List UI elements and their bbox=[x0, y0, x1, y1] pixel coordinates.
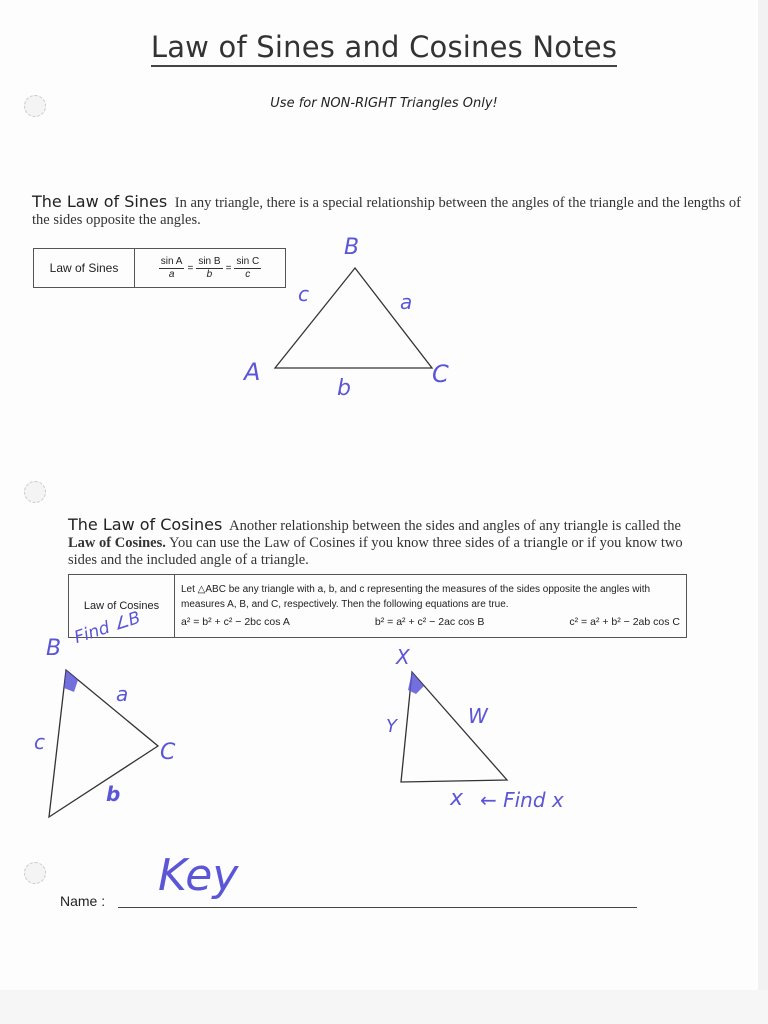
left-vertex-label-B: B bbox=[46, 636, 62, 661]
name-label: Name : bbox=[60, 893, 106, 909]
law-of-cosines-equations bbox=[181, 615, 680, 630]
side-label-x: x bbox=[450, 786, 464, 811]
vertex-label-X: X bbox=[396, 645, 410, 669]
page-title: Law of Sines and Cosines Notes bbox=[0, 30, 768, 64]
vertex-label-B: B bbox=[344, 235, 360, 260]
left-triangle-diagram bbox=[30, 650, 180, 830]
side-label-Y: Y bbox=[386, 716, 397, 737]
page-subtitle: Use for NON-RIGHT Triangles Only! bbox=[270, 96, 498, 111]
page-bottom-margin bbox=[0, 990, 768, 1024]
left-vertex-label-C: C bbox=[160, 740, 176, 765]
name-value: Key bbox=[158, 850, 239, 901]
sine-ratio-b: $\frac{\text{sin B}}{b}$ bbox=[198, 255, 221, 280]
vertex-label-C: C bbox=[432, 360, 449, 388]
law-of-cosines-content bbox=[175, 575, 687, 638]
left-side-label-a: a bbox=[116, 682, 129, 706]
punch-hole-icon bbox=[24, 862, 46, 884]
law-of-cosines-label: Law of Cosines bbox=[69, 575, 175, 638]
page-edge bbox=[758, 0, 768, 1024]
name-line[interactable] bbox=[118, 906, 637, 908]
sine-ratio-c: $\frac{\text{sin C}}{c}$ bbox=[236, 255, 260, 280]
law-of-cosines-box bbox=[68, 574, 687, 638]
punch-hole-icon bbox=[24, 95, 46, 117]
side-label-a: a bbox=[400, 290, 413, 314]
sine-ratio-a: $\frac{\text{sin A}}{a}$ bbox=[160, 255, 183, 280]
law-of-cosines-heading: The Law of Cosines bbox=[68, 515, 223, 534]
law-of-cosines-term: Law of Cosines. bbox=[68, 535, 166, 551]
left-triangle bbox=[49, 670, 158, 817]
side-label-b: b bbox=[337, 376, 351, 401]
cosine-equation-a: a² = b² + c² − 2bc cos A bbox=[181, 616, 290, 628]
find-x-note: ← Find x bbox=[480, 788, 564, 812]
law-of-sines-formula: $\frac{\text{sin A}}{a}$ = $\frac{\text{sin B}}{b}$ = $\frac{\text{sin C}}{c}$ bbox=[135, 249, 286, 288]
cosine-equation-b: b² = a² + c² − 2ac cos B bbox=[374, 616, 485, 628]
cosine-equation-c: c² = a² + b² − 2ab cos C bbox=[569, 616, 680, 628]
law-of-cosines-intro bbox=[68, 516, 696, 569]
law-of-sines-text: In any triangle, there is a special relationship between the angles of the triangle and the lengths of the sides opposite the angles. bbox=[32, 195, 741, 228]
law-of-sines-heading: The Law of Sines bbox=[32, 192, 168, 211]
punch-hole-icon bbox=[24, 481, 46, 503]
right-triangle-diagram bbox=[390, 660, 520, 790]
law-of-cosines-text-1: Another relationship between the sides and angles of any triangle is called the bbox=[229, 518, 681, 534]
law-of-sines-intro bbox=[32, 193, 744, 229]
left-side-label-b: b bbox=[106, 782, 121, 806]
side-label-W: W bbox=[468, 704, 488, 728]
law-of-cosines-text-2: You can use the Law of Cosines if you know three sides of a triangle or if you know two sides and the included angle of a triangle. bbox=[68, 535, 683, 568]
side-label-c: c bbox=[298, 282, 309, 306]
law-of-sines-label: Law of Sines bbox=[34, 249, 135, 288]
find-angle-B-note: Find ∠B bbox=[71, 607, 144, 648]
vertex-label-A: A bbox=[244, 358, 261, 386]
left-side-label-c: c bbox=[34, 730, 45, 754]
law-of-cosines-description: Let △ABC be any triangle with a, b, and c representing the measures of the sides opposite the angles with measures A, B, and C, respectively. Then the following equations are true. bbox=[181, 584, 651, 610]
